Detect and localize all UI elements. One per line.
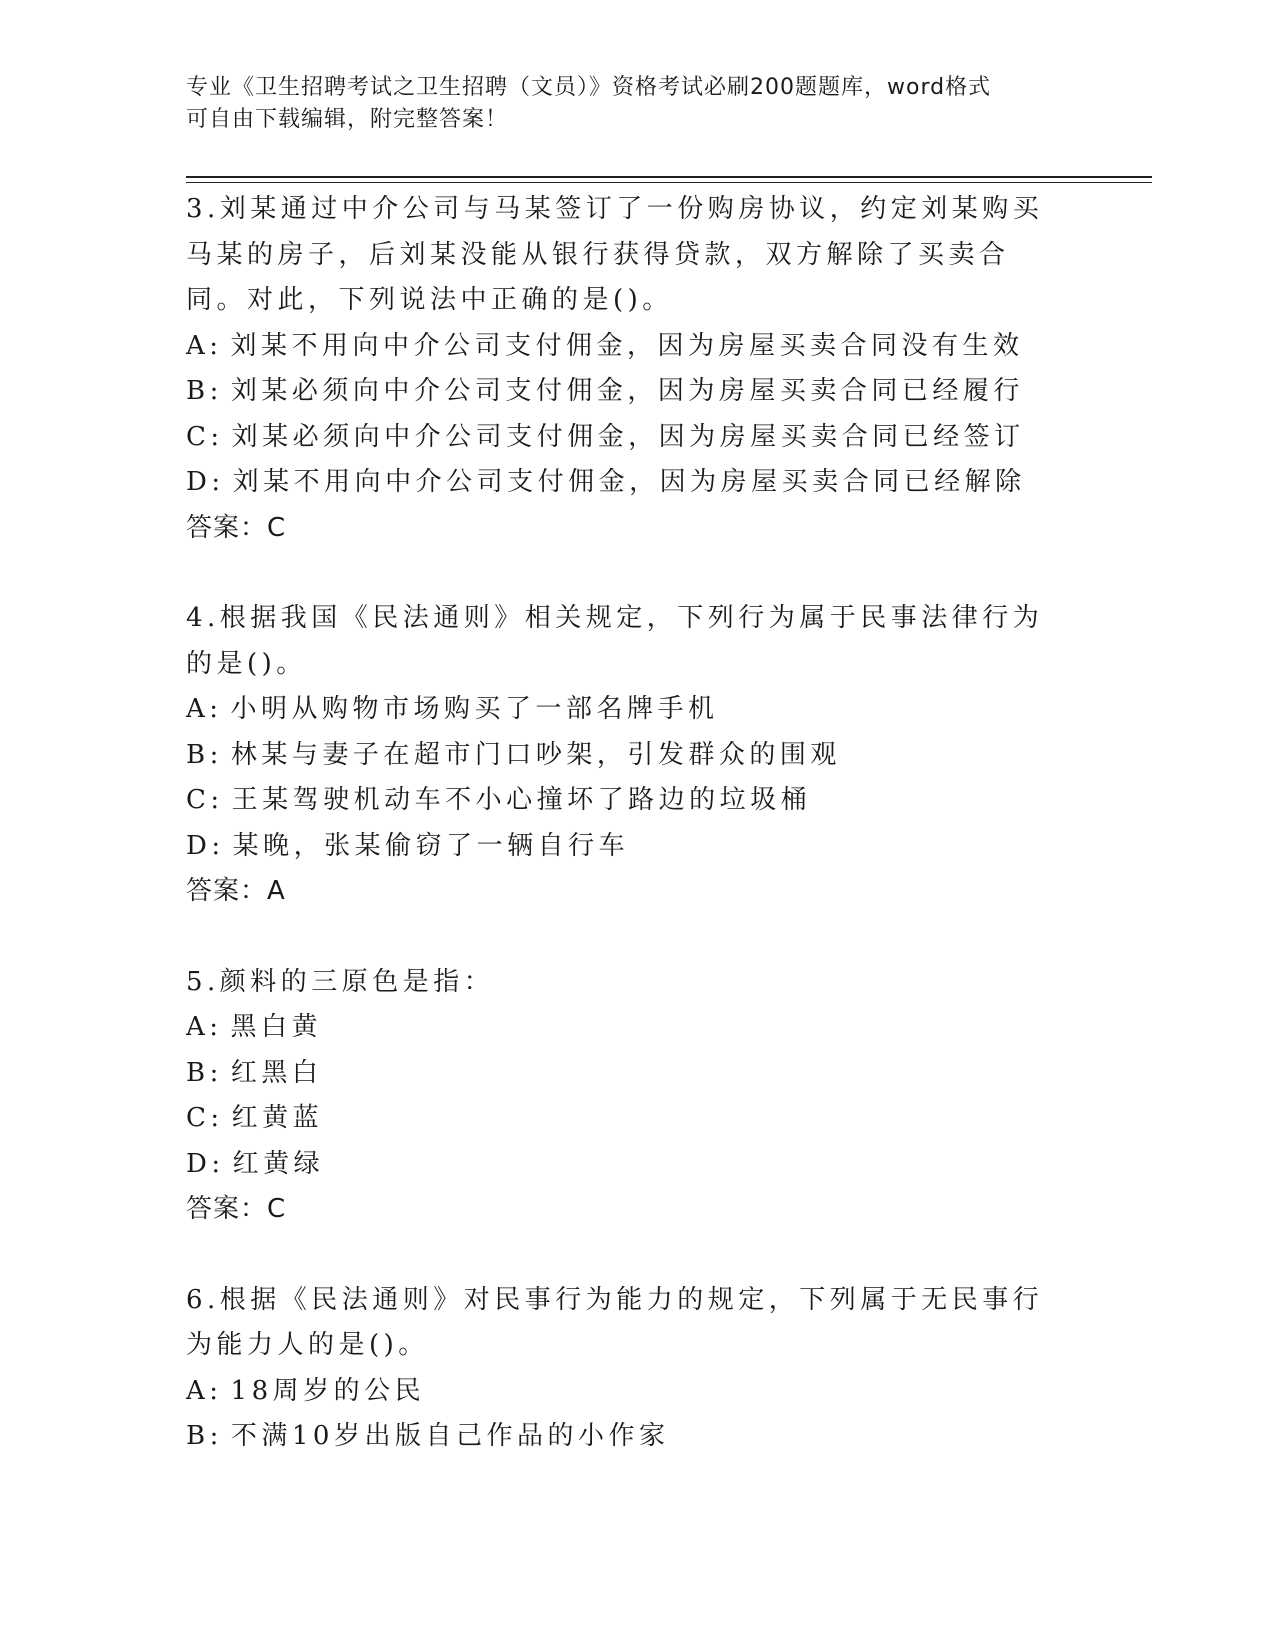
option-text: 刘某不用向中介公司支付佣金，因为房屋买卖合同已经解除 — [232, 467, 1026, 497]
option-text: 刘某必须向中介公司支付佣金，因为房屋买卖合同已经履行 — [230, 376, 1024, 406]
option-a — [186, 687, 1066, 733]
option-text: 红黄绿 — [232, 1148, 325, 1179]
header-line-2: 可自由下载编辑，附完整答案！ — [186, 107, 509, 132]
option-key: C: — [186, 1103, 224, 1133]
option-key: A: — [186, 694, 223, 724]
option-d — [186, 460, 1066, 506]
question-3 — [186, 187, 1066, 551]
question-6 — [186, 1278, 1066, 1460]
option-key: D: — [186, 1148, 225, 1179]
option-a — [186, 1005, 1066, 1051]
option-b — [186, 1051, 1066, 1097]
option-key: B: — [186, 739, 223, 770]
option-text: 刘某不用向中介公司支付佣金，因为房屋买卖合同没有生效 — [230, 330, 1024, 361]
option-text: 刘某必须向中介公司支付佣金，因为房屋买卖合同已经签订 — [231, 421, 1025, 452]
header-divider-thick — [186, 176, 1152, 178]
header-line-1: 专业《卫生招聘考试之卫生招聘（文员）》资格考试必刷200题题库，word格式 — [186, 75, 992, 100]
option-text: 红黄蓝 — [231, 1103, 324, 1133]
option-key: C: — [186, 421, 224, 452]
option-b — [186, 1414, 1066, 1460]
option-key: A: — [186, 1012, 223, 1042]
option-text: 林某与妻子在超市门口吵架，引发群众的围观 — [230, 739, 841, 770]
option-key: A: — [186, 1375, 223, 1406]
question-4 — [186, 596, 1066, 915]
document-header — [186, 72, 1066, 136]
option-text: 不满10岁出版自己作品的小作家 — [230, 1421, 670, 1451]
option-d — [186, 824, 1066, 870]
question-stem: 5.颜料的三原色是指： — [186, 966, 495, 997]
option-key: B: — [186, 1421, 223, 1451]
option-key: B: — [186, 1057, 223, 1088]
option-a — [186, 324, 1066, 370]
option-key: D: — [186, 830, 225, 861]
answer-line: 答案：C — [186, 512, 287, 543]
option-text: 黑白黄 — [230, 1012, 323, 1042]
answer-line: 答案：C — [186, 1194, 287, 1224]
option-d — [186, 1142, 1066, 1188]
answer-line: 答案：A — [186, 876, 286, 906]
option-b — [186, 733, 1066, 779]
option-a — [186, 1369, 1066, 1415]
question-stem: 4.根据我国《民法通则》相关规定，下列行为属于民事法律行为的是()。 — [186, 603, 1044, 679]
option-c — [186, 415, 1066, 461]
question-list — [186, 187, 1066, 1505]
option-c — [186, 778, 1066, 824]
option-text: 红黑白 — [230, 1057, 323, 1088]
option-key: A: — [186, 330, 223, 361]
option-text: 王某驾驶机动车不小心撞坏了路边的垃圾桶 — [231, 785, 812, 815]
option-key: C: — [186, 785, 224, 815]
option-text: 某晚，张某偷窃了一辆自行车 — [232, 830, 630, 861]
option-text: 18周岁的公民 — [230, 1375, 426, 1406]
question-stem: 3.刘某通过中介公司与马某签订了一份购房协议，约定刘某购买马某的房子，后刘某没能从银行获得贷款，双方解除了买卖合同。对此，下列说法中正确的是()。 — [186, 194, 1044, 315]
option-b — [186, 369, 1066, 415]
header-divider-thin — [186, 182, 1152, 183]
option-text: 小明从购物市场购买了一部名牌手机 — [230, 694, 719, 724]
question-5 — [186, 960, 1066, 1233]
option-key: B: — [186, 376, 223, 406]
option-key: D: — [186, 467, 225, 497]
option-c — [186, 1096, 1066, 1142]
question-stem: 6.根据《民法通则》对民事行为能力的规定，下列属于无民事行为能力人的是()。 — [186, 1284, 1044, 1360]
